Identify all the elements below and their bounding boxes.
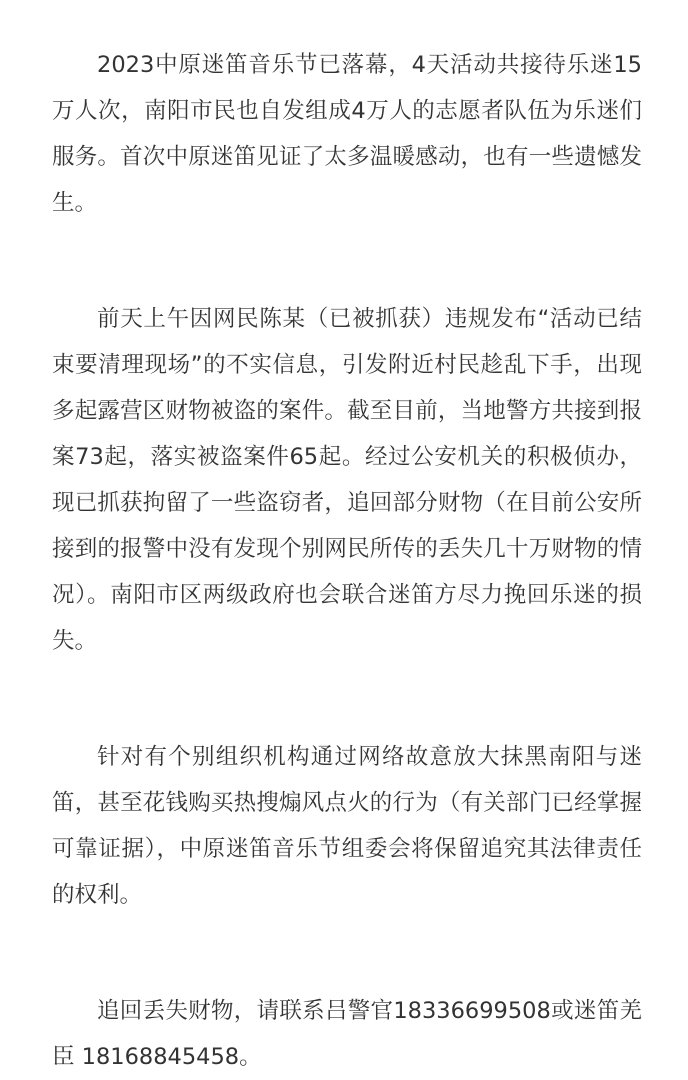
paragraph-gap <box>52 918 642 988</box>
paragraph-contact-info: 追回丢失财物，请联系吕警官18336699508或迷笛羌臣 18168845458。 <box>52 998 642 1070</box>
paragraph-gap <box>52 226 642 296</box>
paragraph-gap <box>52 664 642 734</box>
article-body <box>52 42 642 1080</box>
paragraph-festival-summary: 2023中原迷笛音乐节已落幕，4天活动共接待乐迷15万人次，南阳市民也自发组成4万人的志愿者队伍为乐迷们服务。首次中原迷笛见证了太多温暖感动，也有一些遗憾发生。 <box>52 52 642 216</box>
paragraph-legal-notice: 针对有个别组织机构通过网络故意放大抹黑南阳与迷笛，甚至花钱购买热搜煽风点火的行为（有关部门已经掌握可靠证据），中原迷笛音乐节组委会将保留追究其法律责任的权利。 <box>52 744 642 908</box>
paragraph-theft-report: 前天上午因网民陈某（已被抓获）违规发布“活动已结束要清理现场”的不实信息，引发附近村民趁乱下手，出现多起露营区财物被盗的案件。截至目前，当地警方共接到报案73起，落实被盗案件65起。经过公安机关的积极侦办，现已抓获拘留了一些盗窃者，追回部分财物（在目前公安所接到的报警中没有发现个别网民所传的丢失几十万财物的情况）。南阳市区两级政府也会联合迷笛方尽力挽回乐迷的损失。 <box>52 306 642 654</box>
